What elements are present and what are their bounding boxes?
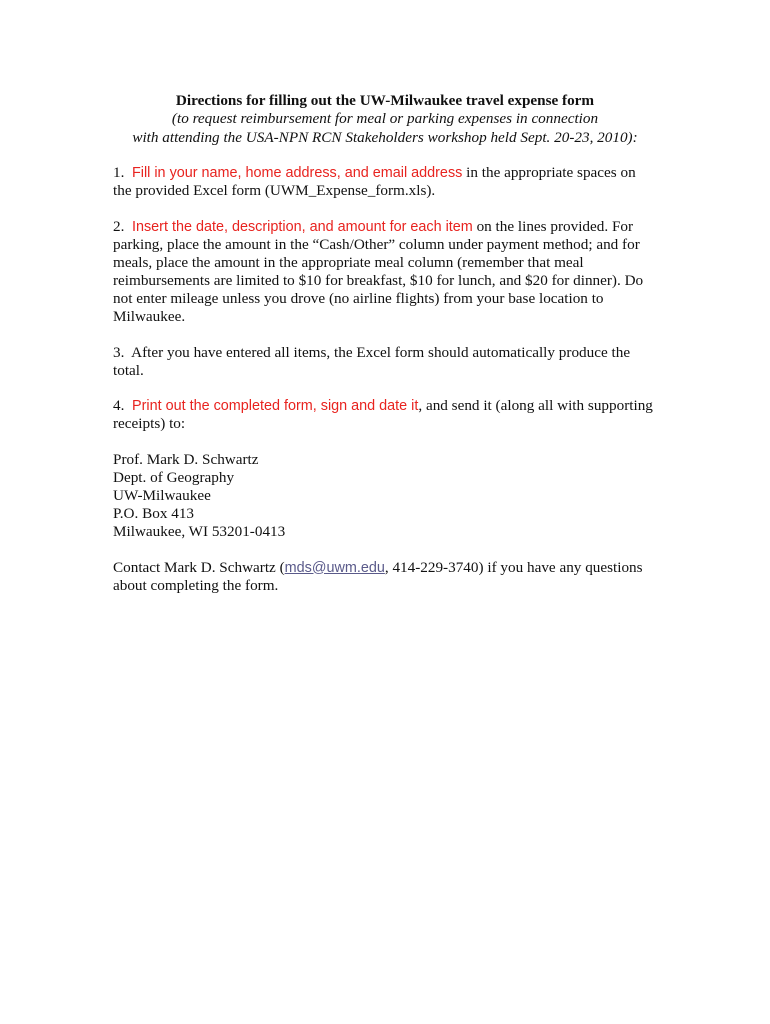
- step-2-number: 2.: [113, 217, 125, 235]
- step-3-text: After you have entered all items, the Excel form should automatically produce the total.: [113, 343, 631, 379]
- step-4-highlight: Print out the completed form, sign and date it: [131, 398, 419, 415]
- step-4-number: 4.: [113, 397, 125, 415]
- header: [100, 92, 670, 147]
- address-po-box: P.O. Box 413: [113, 504, 195, 522]
- step-2-text: on the lines provided. For parking, place the amount in the “Cash/Other” column under payment method; and for meals, place the amount in the appropriate meal column (remember that meal reimbursements are limited to $10 for breakfast, $10 for lunch, and $20 for dinner). Do not enter mileage unless you drove (no airline flights) from your base location to Milwaukee.: [113, 217, 644, 326]
- step-2: [113, 218, 658, 327]
- document-subtitle-line-2: with attending the USA-NPN RCN Stakeholders workshop held Sept. 20-23, 2010):: [132, 128, 638, 146]
- email-link[interactable]: mds@uwm.edu: [284, 559, 385, 576]
- step-1: [113, 164, 658, 200]
- step-4: [113, 397, 658, 433]
- mailing-address: [113, 451, 658, 541]
- step-3: [113, 344, 658, 380]
- address-city-zip: Milwaukee, WI 53201-0413: [113, 523, 286, 541]
- address-name: Prof. Mark D. Schwartz: [113, 450, 259, 468]
- step-3-number: 3.: [113, 343, 125, 361]
- step-4-text: , and send it (along all with supporting receipts) to:: [113, 397, 653, 433]
- contact-suffix: , 414-229-3740) if you have any questions about completing the form.: [113, 558, 643, 594]
- contact-prefix: Contact Mark D. Schwartz (: [113, 558, 285, 576]
- document-title: Directions for filling out the UW-Milwaukee travel expense form: [175, 92, 595, 109]
- document-subtitle-line-1: (to request reimbursement for meal or parking expenses in connection: [171, 110, 599, 128]
- step-2-highlight: Insert the date, description, and amount for each item: [131, 218, 473, 235]
- step-1-text: in the appropriate spaces on the provided Excel form (UWM_Expense_form.xls).: [113, 164, 636, 200]
- step-1-highlight: Fill in your name, home address, and email address: [131, 165, 463, 181]
- contact-paragraph: [113, 559, 658, 595]
- instructions-body: [113, 164, 658, 612]
- address-dept: Dept. of Geography: [113, 468, 235, 486]
- step-1-number: 1.: [113, 164, 125, 181]
- address-org: UW-Milwaukee: [113, 486, 211, 504]
